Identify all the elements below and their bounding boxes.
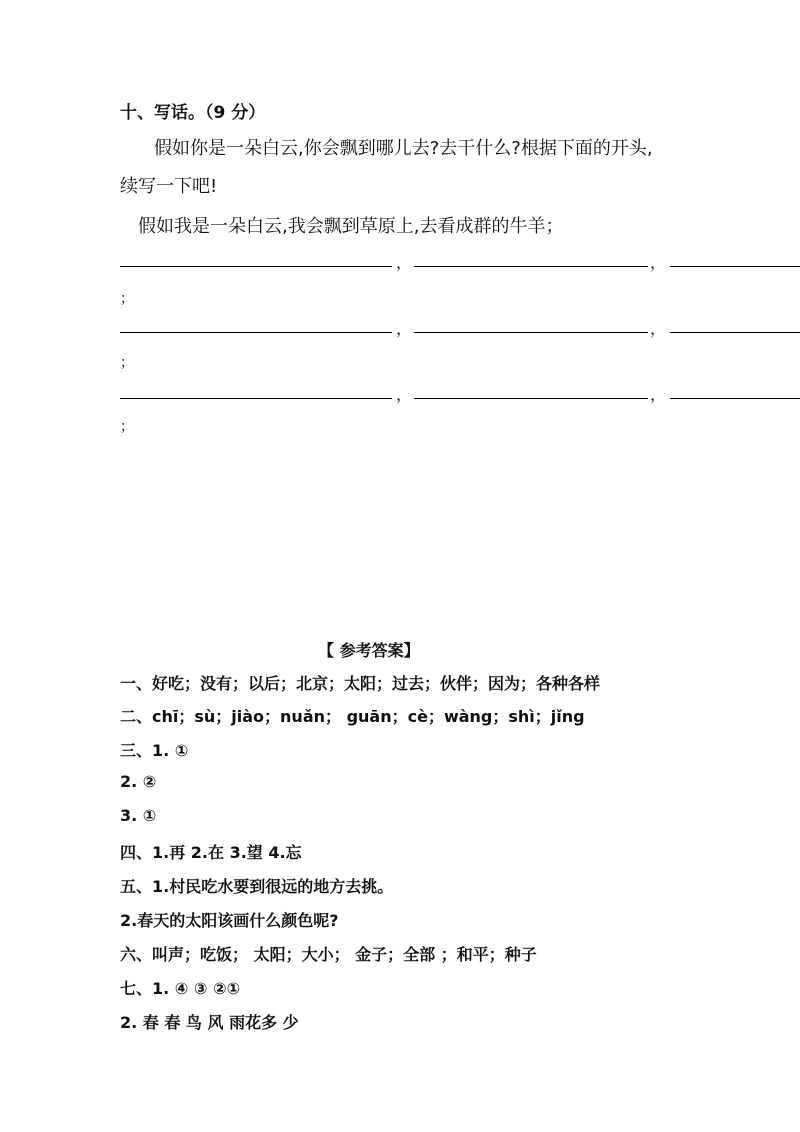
answer-line: 三、1. ① xyxy=(120,741,189,760)
writing-blank-field[interactable] xyxy=(414,384,648,399)
comma-mark: ， xyxy=(650,385,667,404)
answer-line: 一、好吃；没有；以后；北京；太阳；过去；伙伴；因为；各种各样 xyxy=(120,674,601,693)
answer-line: 2.春天的太阳该画什么颜色呢? xyxy=(120,911,339,930)
comma-mark: ， xyxy=(396,319,413,338)
answer-line: 六、叫声；吃饭； 太阳；大小； 金子；全部 ；和平；种子 xyxy=(120,945,537,964)
comma-mark: ， xyxy=(396,253,413,272)
answer-line: 五、1.村民吃水要到很远的地方去挑。 xyxy=(120,877,394,896)
answer-line: 七、1. ④ ③ ②① xyxy=(120,979,241,998)
writing-blank-field[interactable] xyxy=(414,252,648,267)
writing-heading: 十、写话。（9 分） xyxy=(120,103,266,123)
comma-mark: ， xyxy=(650,319,667,338)
writing-prompt-line-2: 续写一下吧! xyxy=(120,176,218,197)
answers-title: 【 参考答案】 xyxy=(318,641,420,660)
semicolon-mark: ； xyxy=(120,291,134,307)
writing-blank-field[interactable] xyxy=(670,384,800,399)
comma-mark: ， xyxy=(396,385,413,404)
writing-blank-field[interactable] xyxy=(670,252,800,267)
answer-line: 2. ② xyxy=(120,772,157,791)
answer-line: 3. ① xyxy=(120,806,157,825)
answer-line: 2. 春 春 鸟 风 雨花多 少 xyxy=(120,1013,299,1032)
answer-line: 四、1.再 2.在 3.望 4.忘 xyxy=(120,843,302,862)
writing-starter-sentence: 假如我是一朵白云,我会飘到草原上,去看成群的牛羊； xyxy=(138,216,564,237)
writing-blank-row xyxy=(120,384,800,404)
semicolon-mark: ； xyxy=(120,419,134,435)
writing-blank-field[interactable] xyxy=(670,318,800,333)
answer-line: 二、chī；sù；jiào；nuǎn； guān；cè；wàng；shì；jǐng xyxy=(120,707,585,726)
writing-blank-field[interactable] xyxy=(120,384,392,399)
writing-blank-field[interactable] xyxy=(120,318,392,333)
semicolon-mark: ； xyxy=(120,355,134,371)
writing-blank-row xyxy=(120,318,800,338)
writing-blank-field[interactable] xyxy=(414,318,648,333)
writing-blank-row xyxy=(120,252,800,272)
comma-mark: ， xyxy=(650,253,667,272)
writing-blank-field[interactable] xyxy=(120,252,392,267)
writing-prompt-line-1: 假如你是一朵白云,你会飘到哪儿去?去干什么?根据下面的开头, xyxy=(154,138,653,159)
